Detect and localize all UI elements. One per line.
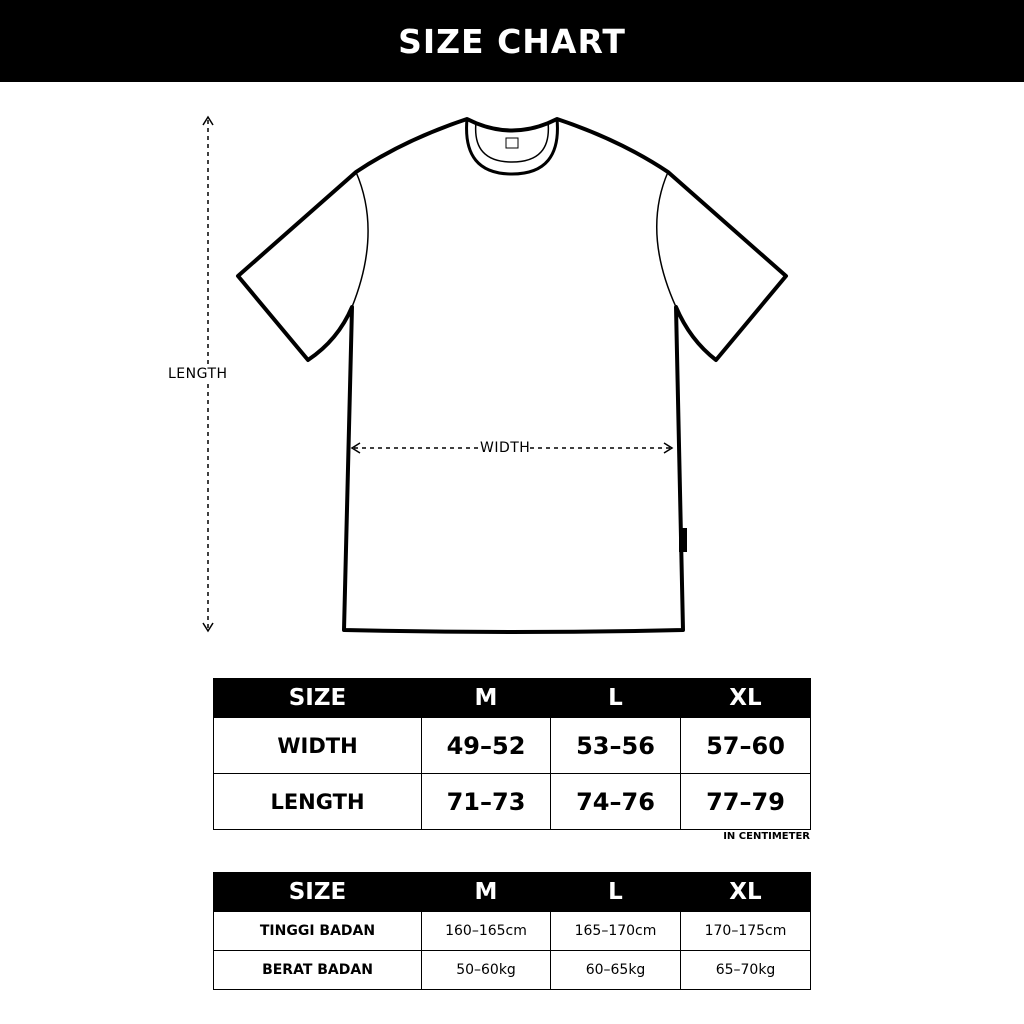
header-m: M: [422, 873, 551, 912]
unit-note: IN CENTIMETER: [723, 831, 810, 842]
header-size: SIZE: [214, 679, 422, 718]
table-row: [214, 774, 811, 830]
side-tag: [679, 528, 687, 552]
page-title: SIZE CHART: [398, 21, 626, 61]
row-label-weight: BERAT BADAN: [214, 951, 422, 990]
cell-height-l: 165–170cm: [551, 912, 681, 951]
width-label: WIDTH: [480, 440, 531, 456]
header-l: L: [551, 679, 681, 718]
cell-weight-m: 50–60kg: [422, 951, 551, 990]
table-row: [214, 951, 811, 990]
cell-width-m: 49–52: [422, 718, 551, 774]
tshirt-illustration: [0, 82, 1024, 662]
row-label-width: WIDTH: [214, 718, 422, 774]
cell-width-l: 53–56: [551, 718, 681, 774]
table-header-row: [214, 873, 811, 912]
cell-width-xl: 57–60: [681, 718, 811, 774]
cell-length-m: 71–73: [422, 774, 551, 830]
header-xl: XL: [681, 873, 811, 912]
tshirt-diagram: [0, 82, 1024, 662]
table-row: [214, 912, 811, 951]
table-row: [214, 718, 811, 774]
measurement-table: [213, 678, 811, 830]
header-m: M: [422, 679, 551, 718]
body-size-table: [213, 872, 811, 990]
row-label-length: LENGTH: [214, 774, 422, 830]
tshirt-outline: [238, 119, 786, 632]
cell-weight-xl: 65–70kg: [681, 951, 811, 990]
header-xl: XL: [681, 679, 811, 718]
cell-weight-l: 60–65kg: [551, 951, 681, 990]
cell-height-xl: 170–175cm: [681, 912, 811, 951]
length-label: LENGTH: [168, 366, 228, 382]
cell-height-m: 160–165cm: [422, 912, 551, 951]
table-header-row: [214, 679, 811, 718]
cell-length-xl: 77–79: [681, 774, 811, 830]
header-l: L: [551, 873, 681, 912]
cell-length-l: 74–76: [551, 774, 681, 830]
header-size: SIZE: [214, 873, 422, 912]
title-banner: [0, 0, 1024, 82]
row-label-height: TINGGI BADAN: [214, 912, 422, 951]
